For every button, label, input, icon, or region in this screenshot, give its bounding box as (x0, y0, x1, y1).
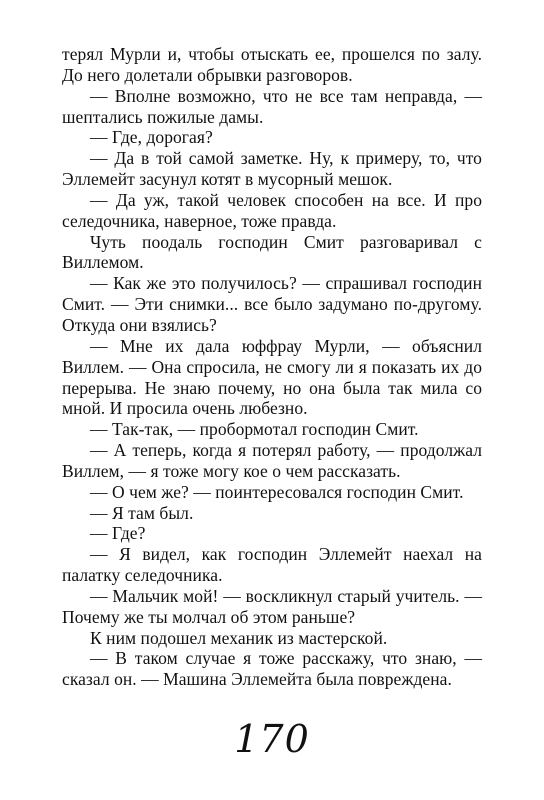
paragraph: — Я там был. (90, 502, 194, 523)
paragraph: — А теперь, когда я потерял работу, — продолжал Виллем, — я тоже могу кое о чем рассказать. (62, 440, 482, 481)
paragraph: К ним подошел механик из мастерской. (90, 627, 388, 648)
paragraph: Чуть поодаль господин Смит разговаривал с Виллемом. (62, 231, 482, 273)
paragraph: — Вполне возможно, что не все там неправда, — шептались пожилые дамы. (62, 85, 482, 127)
body-text (62, 44, 482, 690)
page-number: 170 (234, 717, 310, 761)
paragraph: терял Мурли и, чтобы отыскать ее, прошелся по залу. До него долетали обрывки разговоров. (62, 44, 482, 85)
paragraph: — Где, дорогая? (90, 127, 213, 148)
paragraph: — Я видел, как господин Эллемейт наехал на палатку селедочника. (62, 544, 482, 586)
paragraph: — Да в той самой заметке. Ну, к примеру, то, что Эллемейт засунул котят в мусорный мешок. (62, 148, 482, 190)
paragraph: — Где? (90, 523, 146, 544)
paragraph: — О чем же? — поинтересовался господин Смит. (90, 481, 464, 502)
paragraph: — В таком случае я тоже расскажу, что знаю, — сказал он. — Машина Эллемейта была повреждена. (62, 648, 482, 690)
paragraph: — Так-так, — пробормотал господин Смит. (90, 419, 419, 440)
paragraph: — Мне их дала юффрау Мурли, — объяснил Виллем. — Она спросила, не смогу ли я показать их до перерыва. Не знаю почему, но она была так мила со мной. И просила очень любезно. (62, 335, 482, 419)
paragraph: — Как же это получилось? — спрашивал господин Смит. — Эти снимки... все было задумано по-другому. Откуда они взялись? (62, 273, 482, 335)
paragraph: — Да уж, такой человек способен на все. И про селедочника, наверное, тоже правда. (62, 189, 482, 231)
paragraph: — Мальчик мой! — воскликнул старый учитель. — Почему же ты молчал об этом раньше? (62, 585, 482, 627)
